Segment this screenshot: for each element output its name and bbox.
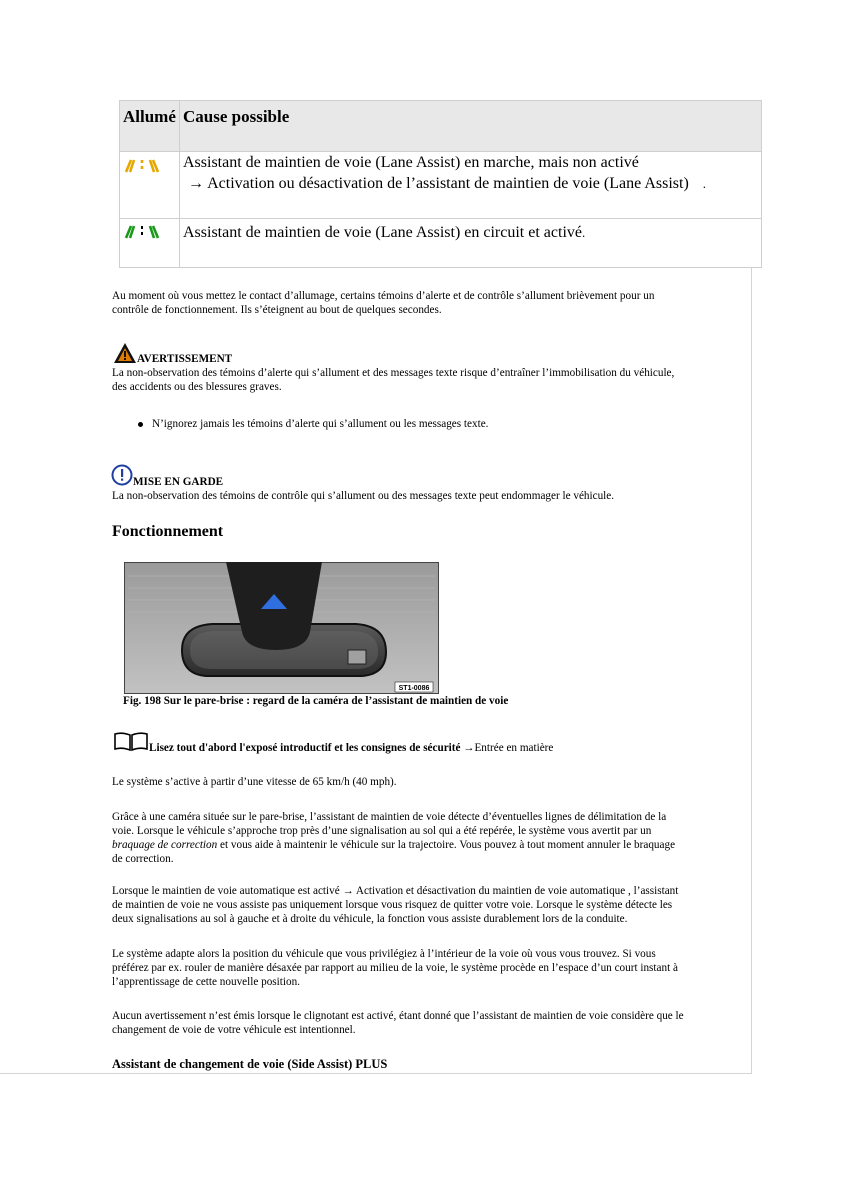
paragraph-line: Grâce à une caméra située sur le pare-brise, l’assistant de maintien de voie détecte d’éventuelles lignes de délimitation de la <box>112 811 667 823</box>
header-cause: Cause possible <box>183 107 290 126</box>
caution-title: MISE EN GARDE <box>133 476 224 488</box>
row1-line1: Assistant de maintien de voie (Lane Assist) en marche, mais non activé <box>183 154 639 171</box>
indicator-table <box>119 100 762 268</box>
row1-line2 <box>188 174 706 194</box>
table-row <box>120 219 761 267</box>
page-border-right <box>751 268 752 1074</box>
paragraph-line: Aucun avertissement n’est émis lorsque le clignotant est activé, étant donné que l’assistant de maintien de voie considère que le <box>112 1010 684 1022</box>
row2-suffix: . <box>582 225 586 240</box>
paragraph-line-rest: et vous aide à maintenir le véhicule sur la trajectoire. Vous pouvez à tout moment annuler le braquage <box>217 839 676 851</box>
warning-bullet: N’ignorez jamais les témoins d’alerte qui s’allument ou les messages texte. <box>152 418 489 430</box>
caution-text: La non-observation des témoins de contrôle qui s’allument ou des messages texte peut endommager le véhicule. <box>112 490 615 502</box>
section-title: Fonctionnement <box>112 523 224 540</box>
row1-suffix: . <box>702 176 707 191</box>
paragraph-line: voie. Lorsque le véhicule s’approche trop près d’une signalisation au sol qui a été repérée, le système vous avertit par un <box>112 825 652 837</box>
italic-term: braquage de correction <box>112 839 218 851</box>
paragraph-line: Lorsque le maintien de voie automatique est activé → Activation et désactivation du maintien de voie automatique , l’assistant <box>112 885 679 897</box>
read-first-bold: Lisez tout d'abord l'exposé introductif et les consignes de sécurité <box>149 742 461 754</box>
figure-code: ST1-0086 <box>398 685 430 692</box>
row2-text: Assistant de maintien de voie (Lane Assist) en circuit et activé <box>183 224 582 241</box>
warning-text <box>112 366 732 394</box>
camera-figure <box>124 562 439 694</box>
paragraph-line: de maintien de voie ne vous assiste pas uniquement lorsque vous risquez de quitter votre voie. Lorsque le système détecte les <box>112 899 673 911</box>
paragraph-line: préférez par ex. rouler de manière désaxée par rapport au milieu de la voie, le système procède en l’espace d’un court instant à <box>112 962 678 974</box>
paragraph-camera <box>112 810 732 866</box>
paragraph-line <box>112 838 732 852</box>
paragraph-line: l’apprentissage de cette nouvelle position. <box>112 976 300 988</box>
warning-triangle-icon <box>113 342 137 364</box>
row1-link-text[interactable]: → Activation ou désactivation de l’assistant de maintien de voie (Lane Assist) <box>188 175 689 192</box>
paragraph-line: changement de voie de votre véhicule est intentionnel. <box>112 1024 356 1036</box>
row2-line1 <box>183 223 585 243</box>
paragraph-line: Le système adapte alors la position du véhicule que vous privilégiez à l’intérieur de la voie où vous vous trouvez. Si vous <box>112 948 656 960</box>
lane-assist-yellow-icon <box>124 156 160 176</box>
lane-assist-green-icon <box>124 222 160 242</box>
read-first-line <box>149 741 749 755</box>
caution-circle-icon <box>111 464 133 486</box>
subsection-title: Assistant de changement de voie (Side Assist) PLUS <box>112 1057 388 1071</box>
bullet-dot <box>138 422 143 427</box>
paragraph-line: deux signalisations au sol à gauche et à droite du véhicule, la fonction vous assiste durablement lors de la conduite. <box>112 913 628 925</box>
intro-line: contrôle de fonctionnement. Ils s’éteignent au bout de quelques secondes. <box>112 304 442 316</box>
figure-caption: Fig. 198 Sur le pare-brise : regard de la caméra de l’assistant de maintien de voie <box>123 695 509 707</box>
paragraph-auto <box>112 884 732 926</box>
intro-paragraph <box>112 289 732 317</box>
header-lit: Allumé <box>123 107 176 126</box>
paragraph-indicator <box>112 1009 732 1037</box>
warning-title: AVERTISSEMENT <box>137 353 233 365</box>
table-row <box>120 151 761 219</box>
table-header <box>120 101 761 152</box>
book-icon <box>113 732 149 752</box>
page-border-bottom <box>0 1073 752 1074</box>
warning-line: des accidents ou des blessures graves. <box>112 381 282 393</box>
paragraph-position <box>112 947 732 989</box>
paragraph-line: de correction. <box>112 853 174 865</box>
intro-link[interactable]: →Entrée en matière <box>463 742 554 754</box>
paragraph-speed: Le système s’active à partir d’une vitesse de 65 km/h (40 mph). <box>112 776 397 788</box>
intro-line: Au moment où vous mettez le contact d’allumage, certains témoins d’alerte et de contrôle s’allument brièvement pour un <box>112 290 655 302</box>
warning-line: La non-observation des témoins d’alerte qui s’allument et des messages texte risque d’entraîner l’immobilisation du véhicule, <box>112 367 675 379</box>
